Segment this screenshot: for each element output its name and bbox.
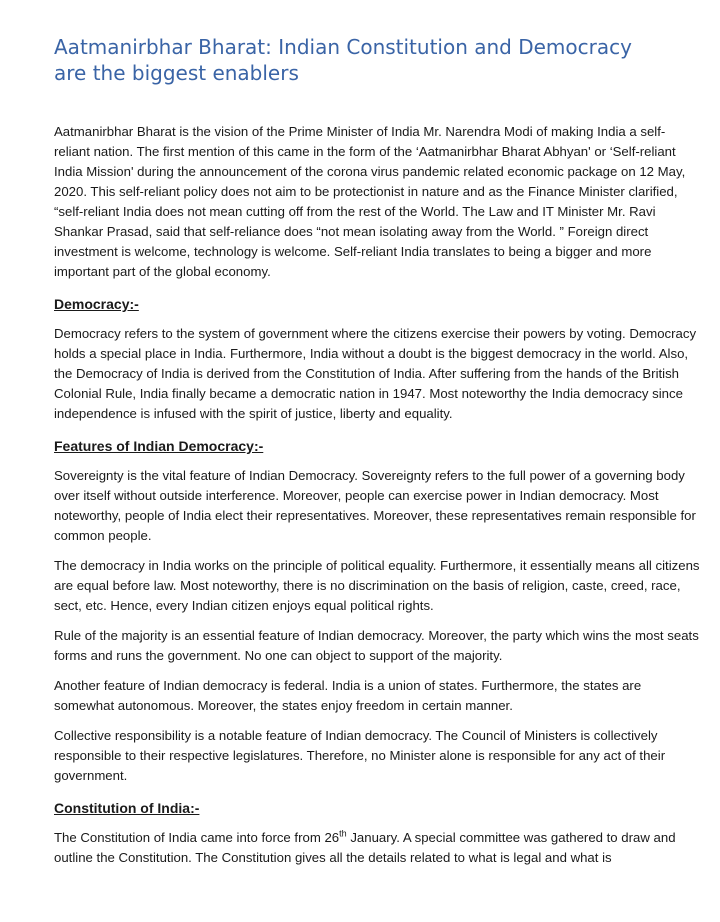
features-heading: Features of Indian Democracy:- (54, 438, 264, 454)
intro-paragraph: Aatmanirbhar Bharat is the vision of the Prime Minister of India Mr. Narendra Modi of making India a self-reliant nation. The first mention of this came in the form of the ‘Aatmanirbhar Bharat Abhyan' or ‘Self-reliant India Mission' during the announcement of the corona virus pandemic related economic package on 12 May, 2020. This self-reliant policy does not aim to be protectionist in nature and as the Finance Minister clarified, “self-reliant India does not mean cutting off from the rest of the World. The Law and IT Minister Mr. Ravi Shankar Prasad, said that self-reliance does “not mean isolating away from the World. ” Foreign direct investment is welcome, technology is welcome. Self-reliant India translates to being a bigger and more important part of the global economy. (54, 124, 686, 279)
democracy-paragraph: Democracy refers to the system of government where the citizens exercise their powers by voting. Democracy holds a special place in India. Furthermore, India without a doubt is the biggest democracy in the world. Also, the Democracy of India is derived from the Constitution of India. After suffering from the hands of the British Colonial Rule, India finally became a democratic nation in 1947. Most noteworthy the India democracy since independence is infused with the spirit of justice, liberty and equality. (54, 326, 697, 421)
democracy-heading: Democracy:- (54, 296, 139, 312)
feature-paragraph: Sovereignty is the vital feature of Indian Democracy. Sovereignty refers to the full power of a governing body over itself without outside interference. Moreover, people can exercise power in Indian democracy. Most noteworthy, people of India elect their representatives. Moreover, these representatives remain responsible for common people. (54, 468, 696, 543)
document-body (54, 122, 700, 878)
feature-paragraph: Collective responsibility is a notable feature of Indian democracy. The Council of Ministers is collectively responsible to their respective legislatures. Therefore, no Minister alone is responsible for any act of their government. (54, 728, 666, 783)
constitution-text-end: January. A special committee was gathered to draw and outline the Constitution. The Constitution gives all the details related to what is legal and what is (54, 830, 676, 865)
constitution-text-start: The Constitution of India came into force from 26 (54, 830, 340, 845)
constitution-paragraph (54, 828, 700, 868)
feature-paragraph: Rule of the majority is an essential feature of Indian democracy. Moreover, the party which wins the most seats forms and runs the government. No one can object to support of the majority. (54, 628, 699, 663)
feature-paragraph: The democracy in India works on the principle of political equality. Furthermore, it essentially means all citizens are equal before law. Most noteworthy, there is no discrimination on the basis of religion, caste, creed, race, sect, etc. Hence, every Indian citizen enjoys equal political rights. (54, 558, 700, 613)
ordinal-suffix: th (339, 828, 347, 839)
constitution-heading: Constitution of India:- (54, 800, 200, 816)
document-title (54, 34, 654, 86)
title-line-1: Aatmanirbhar Bharat: Indian Constitution and Democracy (54, 35, 632, 59)
title-line-2: are the biggest enablers (54, 61, 299, 85)
feature-paragraph: Another feature of Indian democracy is federal. India is a union of states. Furthermore, the states are somewhat autonomous. Moreover, the states enjoy freedom in certain manner. (54, 678, 642, 713)
